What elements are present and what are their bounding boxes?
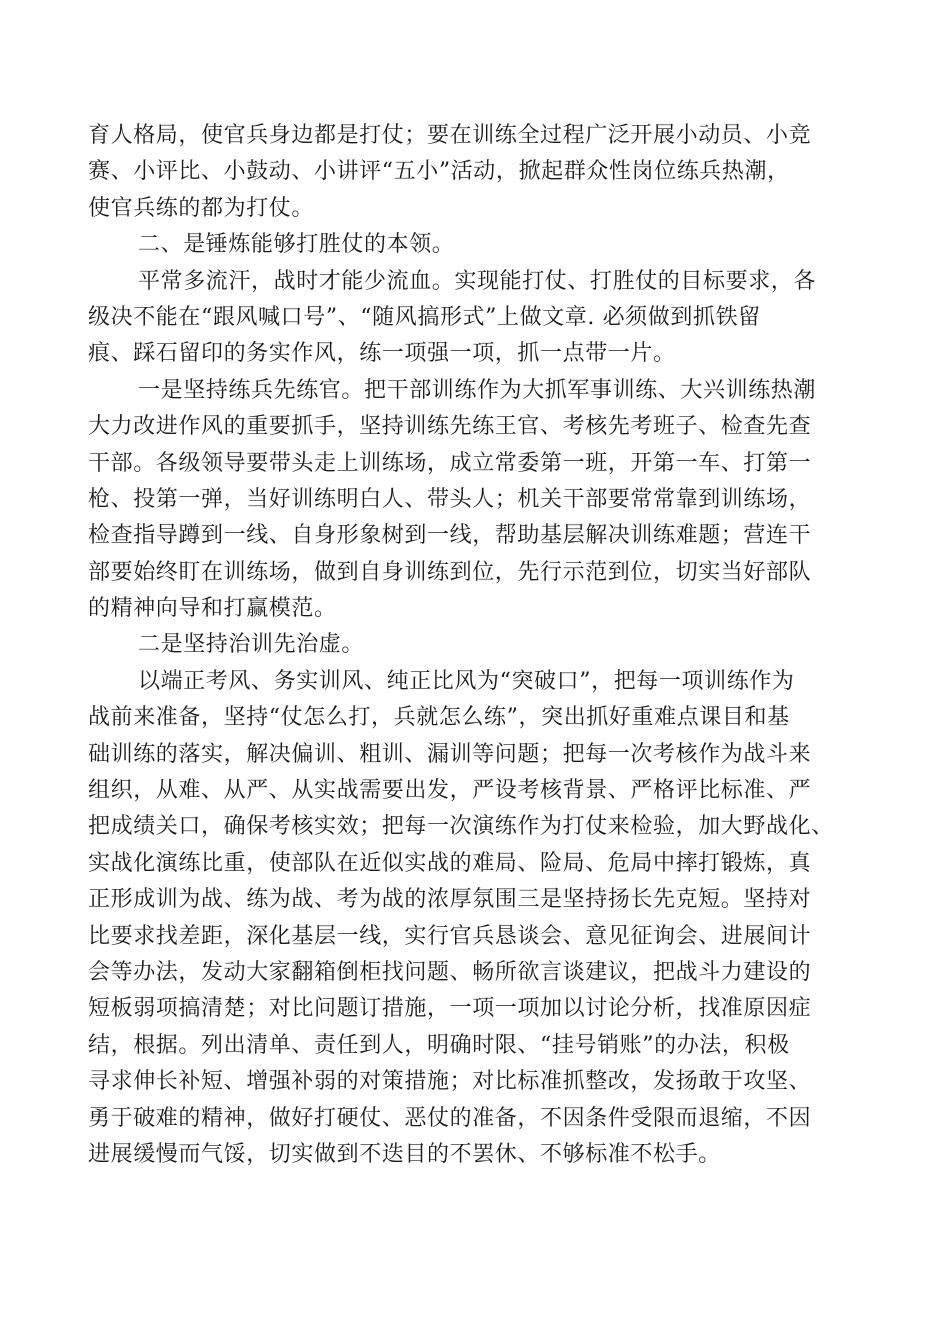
text-line: 赛、小评比、小鼓动、小讲评“五小”活动，掀起群众性岗位练兵热潮， <box>88 159 790 185</box>
text-line: 把成绩关口，确保考核实效；把每一次演练作为打仗来检验，加大野战化、 <box>88 814 834 840</box>
text-line: 的精神向导和打赢模范。 <box>88 596 337 622</box>
text-line: 使官兵练的都为打仗。 <box>88 195 315 221</box>
text-line: 实战化演练比重，使部队在近似实战的难局、险局、危局中摔打锻炼，真 <box>88 850 812 876</box>
text-line: 比要求找差距，深化基层一线，实行官兵恳谈会、意见征询会、进展间计 <box>88 923 812 949</box>
text-line: 育人格局，使官兵身边都是打仗；要在训练全过程广泛开展小动员、小竞 <box>88 123 812 148</box>
text-line: 二、是锤炼能够打胜仗的本领。 <box>138 232 455 258</box>
text-line: 二是坚持治训先治虚。 <box>138 632 365 658</box>
text-line: 一是坚持练兵先练官。把干部训练作为大抓军事训练、大兴训练热潮 <box>138 377 817 403</box>
text-line: 级决不能在“跟风喊口号”、“随风搞形式”上做文章. 必须做到抓铁留 <box>88 304 761 330</box>
text-line: 平常多流汗，战时才能少流血。实现能打仗、打胜仗的目标要求，各 <box>138 268 817 294</box>
text-line: 进展缓慢而气馁，切实做到不迭目的不罢休、不够标准不松手。 <box>88 1141 721 1167</box>
text-line: 大力改进作风的重要抓手，坚持训练先练王官、考核先考班子、检查先查 <box>88 414 812 440</box>
document-body <box>88 118 878 1173</box>
text-line: 干部。各级领导要带头走上训练场，成立常委第一班，开第一车、打第一 <box>88 450 812 476</box>
text-line: 础训练的落实，解决偏训、粗训、漏训等问题；把每一次考核作为战斗来 <box>88 741 812 767</box>
text-line: 组织，从难、从严、从实战需要出发，严设考核背景、严格评比标准、严 <box>88 778 812 804</box>
text-line: 痕、踩石留印的务实作风，练一项强一项，抓一点带一片。 <box>88 341 676 367</box>
text-line: 枪、投第一弹，当好训练明白人、带头人；机关干部要常常靠到训练场， <box>88 486 812 512</box>
text-line: 战前来准备，坚持“仗怎么打，兵就怎么练”，突出抓好重难点课目和基 <box>88 705 790 731</box>
text-line: 部要始终盯在训练场，做到自身训练到位，先行示范到位，切实当好部队 <box>88 559 812 585</box>
text-line: 正形成训为战、练为战、考为战的浓厚氛围三是坚持扬长先克短。坚持对 <box>88 887 812 913</box>
text-line: 结，根据。列出清单、责任到人，明确时限、“挂号销账”的办法，积极 <box>88 1032 790 1058</box>
text-line: 寻求伸长补短、增强补弱的对策措施；对比标准抓整改，发扬敢于攻坚、 <box>88 1069 812 1095</box>
text-line: 短板弱项搞清楚；对比问题订措施，一项一项加以讨论分析，找准原因症 <box>88 996 812 1022</box>
text-line: 会等办法，发动大家翻箱倒柜找问题、畅所欲言谈建议，把战斗力建设的 <box>88 959 812 985</box>
text-line: 勇于破难的精神，做好打硬仗、恶仗的准备，不因条件受限而退缩，不因 <box>88 1105 812 1131</box>
text-line: 检查指导蹲到一线、自身形象树到一线，帮助基层解决训练难题；营连干 <box>88 523 812 549</box>
text-line: 以端正考风、务实训风、纯正比风为“突破口”，把每一项训练作为 <box>138 668 795 694</box>
